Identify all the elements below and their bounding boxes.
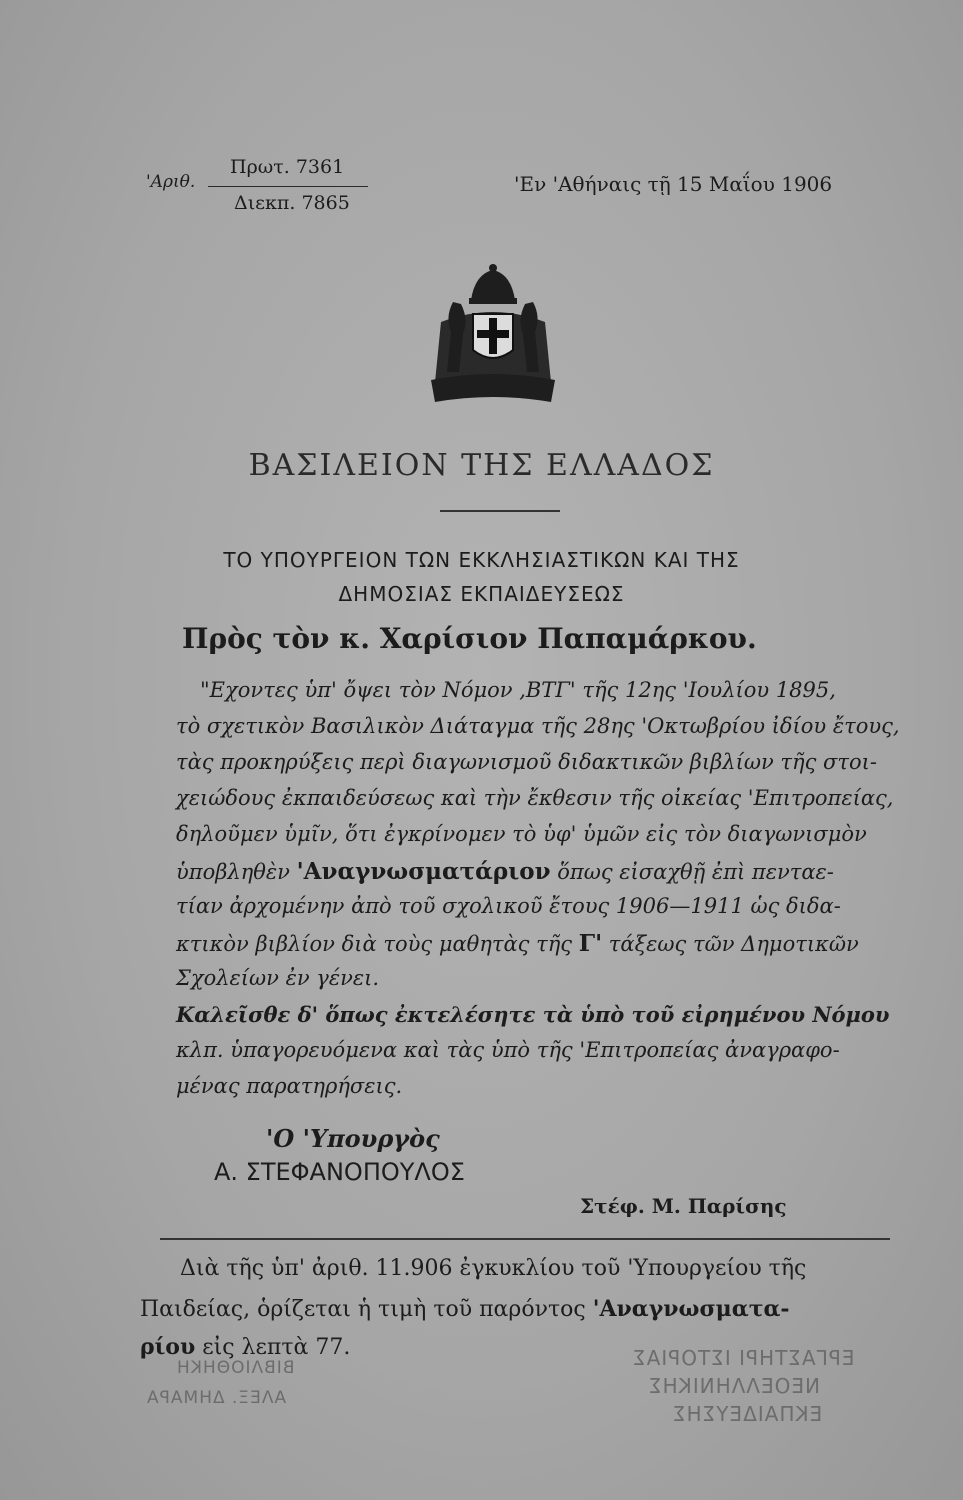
footer-divider (160, 1238, 890, 1240)
price-note-book-title: 'Αναγνωσματα- (592, 1296, 790, 1322)
body-line-11: κλπ. ὑπαγορευόμενα καὶ τὰς ὑπὸ τῆς 'Επιτροπείας ἀναγραφο- (176, 1038, 840, 1062)
minister-name: Α. ΣΤΕΦΑΝΟΠΟΥΛΟΣ (214, 1158, 465, 1186)
countersignature: Στέφ. Μ. Παρίσης (580, 1194, 787, 1218)
body-line-5: δηλοῦμεν ὑμῖν, ὅτι ἐγκρίνομεν τὸ ὑφ' ὑμῶν εἰς τὸν διαγωνισμὸν (176, 822, 867, 846)
body-line-1: "Εχοντες ὑπ' ὄψει τὸν Νόμον ,ΒΤΓ' τῆς 12ης 'Ιουλίου 1895, (200, 678, 836, 702)
library-stamp-right-line-3: ΕΚΠΑΙΔΕΥΣΗΣ (672, 1402, 823, 1426)
ministry-heading-line2: ΔΗΜΟΣΙΑΣ ΕΚΠΑΙΔΕΥΣΕΩΣ (338, 582, 625, 606)
body-line-12: μένας παρατηρήσεις. (176, 1074, 403, 1098)
body-line-8-start: κτικὸν βιβλίον διὰ τοὺς μαθητὰς τῆς (176, 932, 579, 956)
price-note-line-2-start: Παιδείας, ὁρίζεται ἡ τιμὴ τοῦ παρόντος (140, 1297, 593, 1322)
minister-title: 'Ο 'Υπουργὸς (266, 1124, 440, 1153)
royal-coat-of-arms-icon (423, 262, 563, 412)
body-line-6-start: ὑποβληθὲν (176, 860, 297, 884)
kingdom-heading: ΒΑΣΙΛΕΙΟΝ ΤΗΣ ΕΛΛΑΔΟΣ (248, 448, 715, 483)
library-stamp-right-line-1: ΕΡΓΑΣΤΗΡΙ ΙΣΤΟΡΙΑΣ (632, 1346, 855, 1370)
body-line-10: Καλεῖσθε δ' ὅπως ἐκτελέσητε τὰ ὑπὸ τοῦ εἰρημένου Νόμου (176, 1002, 890, 1027)
body-line-6 (176, 858, 834, 885)
price-note-book-title-end: ρίου (140, 1334, 196, 1360)
price-note-line-1: Διὰ τῆς ὑπ' ἀριθ. 11.906 ἐγκυκλίου τοῦ 'Υπουργείου τῆς (180, 1256, 807, 1281)
reference-divider (208, 186, 368, 187)
body-line-7: τίαν ἀρχομένην ἀπὸ τοῦ σχολικοῦ ἔτους 1906—1911 ὡς διδα- (176, 894, 841, 918)
price-note-line-2 (140, 1296, 790, 1322)
body-line-8-end: τάξεως τῶν Δημοτικῶν (602, 932, 859, 956)
document-date: 'Εν 'Αθήναις τῇ 15 Μαΐου 1906 (514, 172, 833, 196)
body-line-8 (176, 930, 859, 957)
body-line-2: τὸ σχετικὸν Βασιλικὸν Διάταγμα τῆς 28ης 'Οκτωβρίου ἰδίου ἔτους, (176, 714, 900, 738)
reference-label: 'Αριθ. (146, 172, 196, 192)
library-stamp-left-line-2: ΑΛΕΞ. ΔΗΜΑΡΑ (146, 1388, 287, 1408)
grade-label: Γ' (578, 930, 603, 957)
body-line-6-end: ὅπως εἰσαχθῇ ἐπὶ πενταε- (550, 860, 834, 884)
book-title: 'Αναγνωσματάριον (296, 858, 551, 885)
library-stamp-left-line-1: ΒΙΒΛΙΟΘΗΚΗ (176, 1358, 295, 1378)
heading-divider (440, 510, 560, 512)
body-line-4: χειώδους ἐκπαιδεύσεως καὶ τὴν ἔκθεσιν τῆς οἰκείας 'Επιτροπείας, (176, 786, 894, 810)
protocol-number: Πρωτ. 7361 (230, 156, 345, 178)
dispatch-number: Διεκπ. 7865 (234, 192, 350, 214)
price-note-price: εἰς λεπτὰ 77. (195, 1335, 351, 1360)
library-stamp-right-line-2: ΝΕΟΕΛΛΗΝΙΚΗΣ (648, 1374, 821, 1398)
addressee: Πρὸς τὸν κ. Χαρίσιον Παπαμάρκου. (182, 622, 757, 655)
body-line-9: Σχολείων ἐν γένει. (176, 966, 380, 990)
body-line-3: τὰς προκηρύξεις περὶ διαγωνισμοῦ διδακτικῶν βιβλίων τῆς στοι- (176, 750, 877, 774)
price-note-line-3 (140, 1334, 350, 1360)
ministry-heading-line1: ΤΟ ΥΠΟΥΡΓΕΙΟΝ ΤΩΝ ΕΚΚΛΗΣΙΑΣΤΙΚΩΝ ΚΑΙ ΤΗΣ (223, 548, 740, 572)
